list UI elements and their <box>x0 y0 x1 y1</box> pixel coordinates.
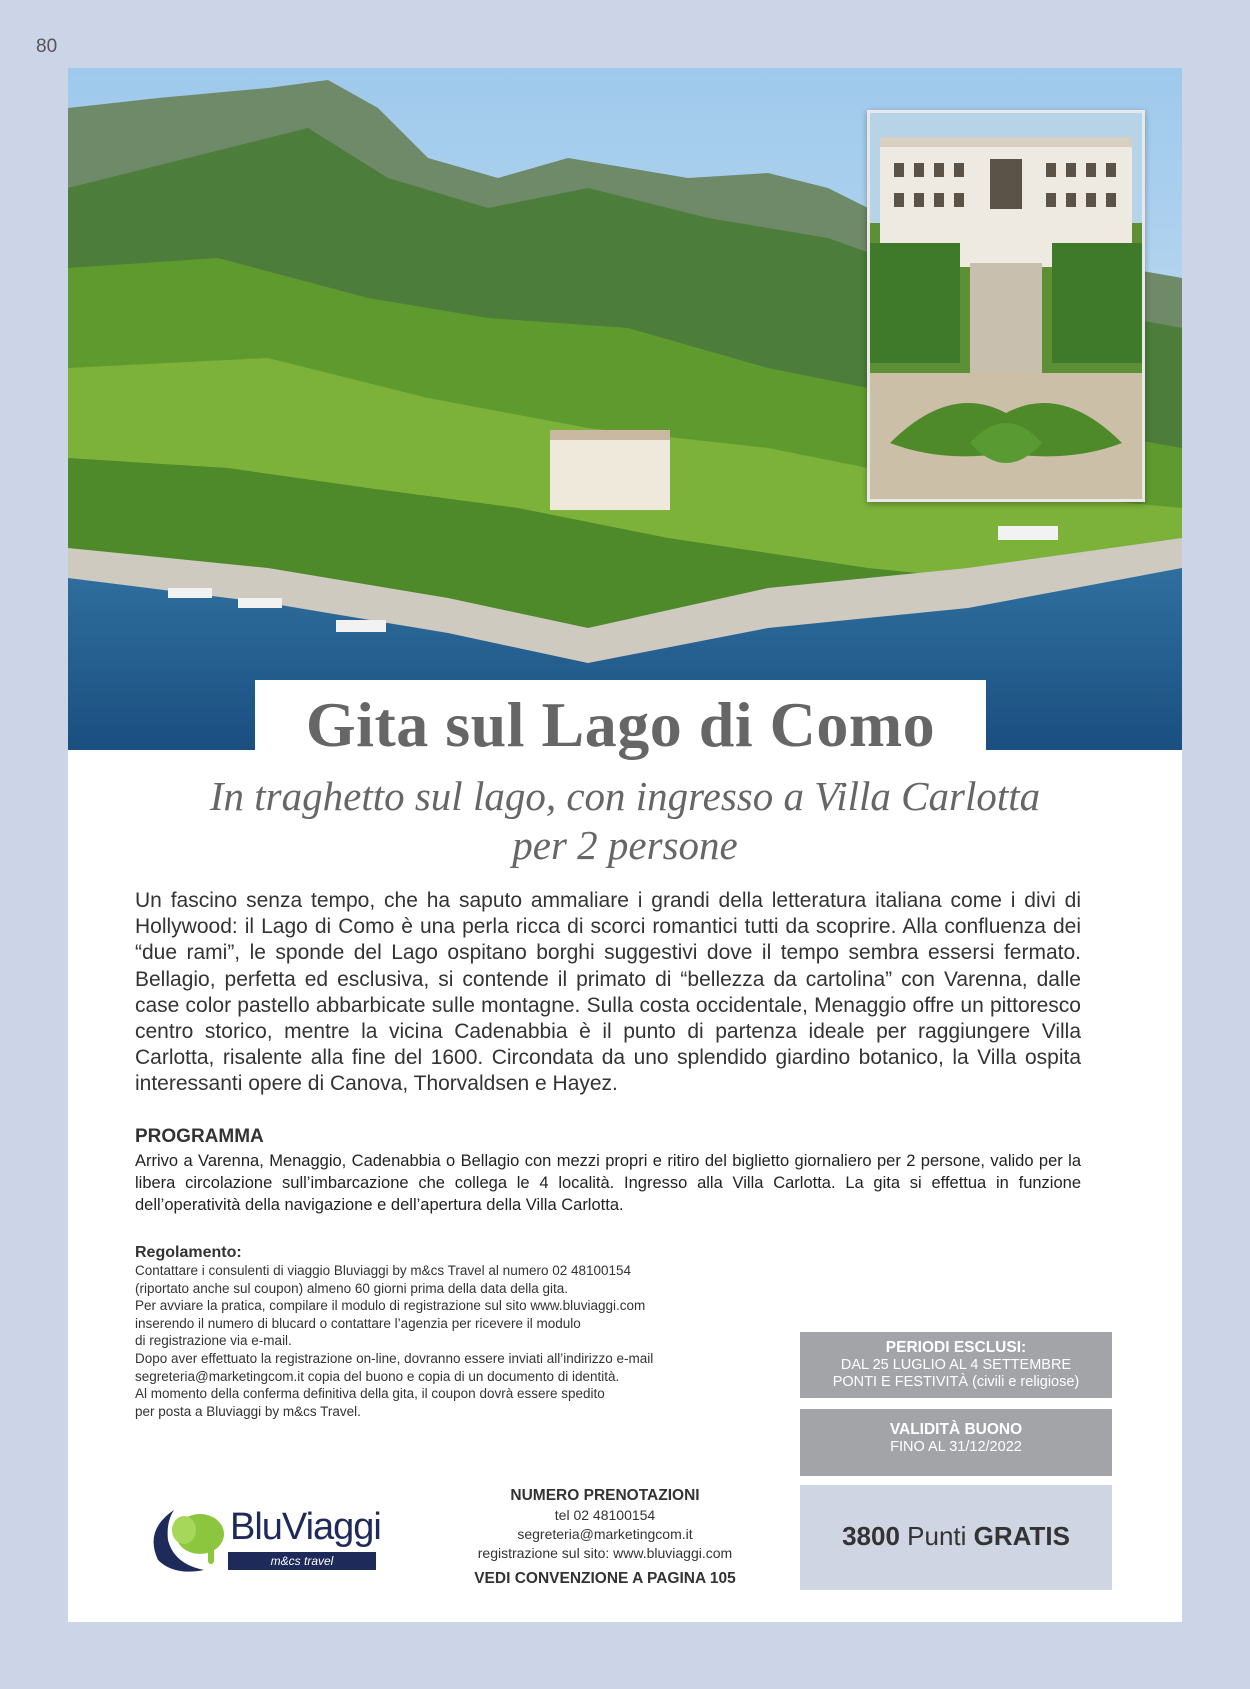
validita-line: FINO AL 31/12/2022 <box>890 1439 1022 1455</box>
punti-gratis: GRATIS <box>973 1521 1070 1551</box>
punti-box <box>800 1485 1112 1590</box>
punti-number: 3800 <box>842 1521 900 1551</box>
elephant-logo-icon <box>144 1500 234 1576</box>
page-number: 80 <box>36 36 58 57</box>
contact-block <box>440 1486 770 1589</box>
description-paragraph: Un fascino senza tempo, che ha saputo ammaliare i grandi della letteratura italiana come i divi di Hollywood: il Lago di Como è una perla ricca di scorci romantici tutti da scoprire. Alla confluenza dei “due rami”, le sponde del Lago ospitano borghi suggestivi dove il tempo sembra essersi fermato. Bellagio, perfetta ed esclusiva, si contende il primato di “bellezza da cartolina” con Varenna, dalle case color pastello abbarbicate sulle montagne. Sulla costa occidentale, Menaggio offre un pittoresco centro storico, mentre la vicina Cadenabbia è il punto di partenza ideale per raggiungere Villa Carlotta, risalente alla fine del 1600. Circondata da uno splendido giardino botanico, la Villa ospita interessanti opere di Canova, Thorvaldsen e Hayez. <box>135 889 1081 1096</box>
subtitle-line-1: In traghetto sul lago, con ingresso a Villa Carlotta <box>209 773 1041 819</box>
subtitle-line-2: per 2 persone <box>512 822 738 868</box>
programma-heading: PROGRAMMA <box>135 1126 264 1147</box>
contact-footer: VEDI CONVENZIONE A PAGINA 105 <box>474 1570 736 1587</box>
regolamento-text: Contattare i consulenti di viaggio Bluviaggi by m&cs Travel al numero 02 48100154 (riportato anche sul coupon) almeno 60 giorni prima della data della gita. Per avviare la pratica, compilare il modulo di registrazione sul sito www.bluviaggi.com inserendo il numero di blucard o contattare l’agenzia per ricevere il modulo di registrazione via e-mail. Dopo aver effettuato la registrazione on-line, dovranno essere inviati all’indirizzo e-mail segreteria@marketingcom.it copia del buono e copia di un documento di identità. Al momento della conferma definitiva della gita, il coupon dovrà essere spedito per posta a Bluviaggi by m&cs Travel. <box>135 1263 654 1419</box>
periodi-esclusi-line-1: DAL 25 LUGLIO AL 4 SETTEMBRE <box>840 1357 1072 1373</box>
hero-photo <box>68 68 1182 750</box>
validita-title: VALIDITÀ BUONO <box>889 1421 1023 1438</box>
periodi-esclusi-line-2: PONTI E FESTIVITÀ (civili e religiose) <box>832 1374 1080 1390</box>
contact-heading: NUMERO PRENOTAZIONI <box>510 1487 700 1504</box>
page-title: Gita sul Lago di Como <box>305 689 936 760</box>
logo-text: BluViaggi <box>230 1506 381 1548</box>
periodi-esclusi-box <box>800 1332 1112 1398</box>
contact-site: registrazione sul sito: www.bluviaggi.com <box>477 1545 733 1561</box>
punti-label: Punti <box>907 1521 967 1551</box>
regolamento-heading: Regolamento: <box>135 1244 242 1261</box>
programma-text: Arrivo a Varenna, Menaggio, Cadenabbia o Bellagio con mezzi propri e ritiro del biglietto giornaliero per 2 persone, valido per la libera circolazione sull’imbarcazione che collega le 4 località. Ingresso alla Villa Carlotta. La gita si effettua in funzione dell’operatività della navigazione e dell’apertura della Villa Carlotta. <box>135 1152 1081 1214</box>
contact-phone: tel 02 48100154 <box>554 1507 656 1523</box>
contact-email: segreteria@marketingcom.it <box>517 1526 693 1542</box>
validita-buono-box <box>800 1409 1112 1476</box>
logo-subtext: m&cs travel <box>228 1552 376 1570</box>
villa-carlotta-inset-photo <box>867 110 1145 502</box>
punti-row <box>800 1521 1112 1552</box>
offer-card <box>68 68 1182 1622</box>
bluviaggi-logo <box>144 1500 380 1576</box>
title-banner <box>255 680 986 762</box>
periodi-esclusi-title: PERIODI ESCLUSI: <box>885 1339 1027 1356</box>
subtitle <box>108 772 1142 870</box>
